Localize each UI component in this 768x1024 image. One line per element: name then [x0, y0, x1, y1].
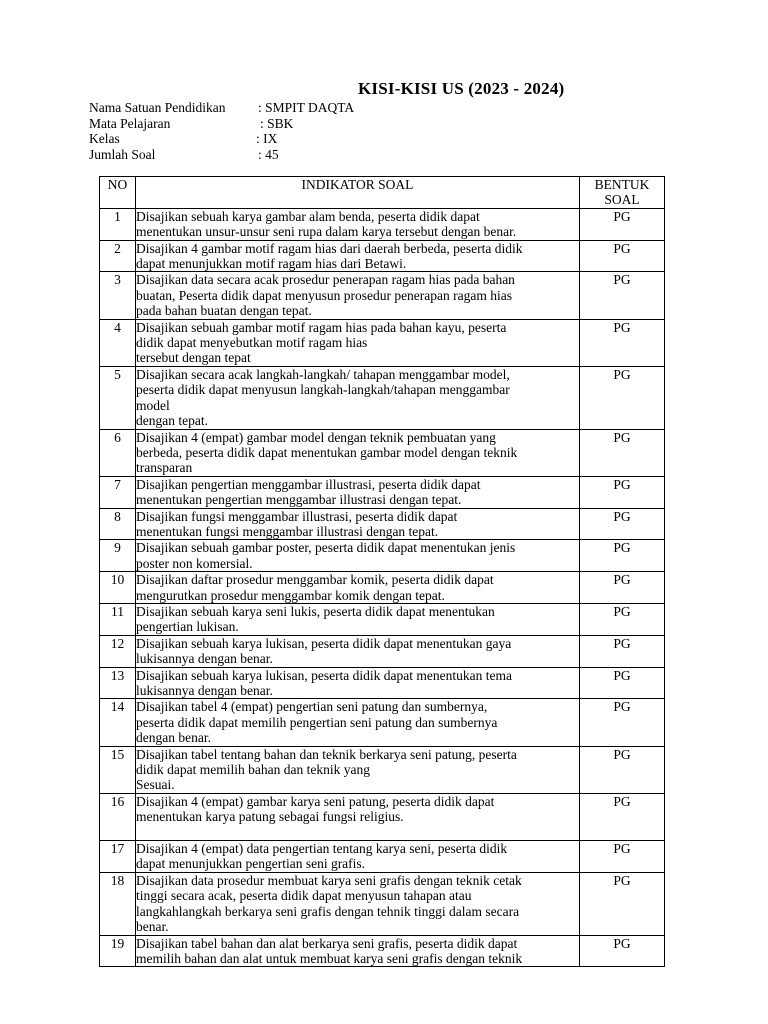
row-number: 18: [100, 872, 136, 935]
indikator-line: Disajikan secara acak langkah-langkah/ tahapan menggambar model,: [136, 366, 510, 382]
row-number: 8: [100, 508, 136, 540]
row-indikator: [136, 746, 580, 793]
info-label: Kelas: [89, 131, 120, 146]
indikator-line: Disajikan tabel tentang bahan dan teknik berkarya seni patung, peserta: [136, 746, 517, 762]
table-row: [100, 429, 665, 476]
indikator-line: menentukan unsur-unsur seni rupa dalam karya tersebut dengan benar.: [136, 224, 517, 240]
info-label: Mata Pelajaran: [89, 115, 171, 131]
indikator-line: Disajikan 4 (empat) data pengertian tentang karya seni, peserta didik: [136, 841, 508, 857]
indikator-line: berbeda, peserta didik dapat menentukan gambar model dengan teknik: [136, 444, 518, 460]
row-indikator: [136, 872, 580, 935]
indikator-line: Disajikan 4 gambar motif ragam hias dari daerah berbeda, peserta didik: [136, 240, 523, 256]
row-bentuk-soal: PG: [580, 667, 665, 699]
header-soal-line: SOAL: [604, 192, 640, 208]
row-bentuk-soal: PG: [580, 793, 665, 840]
row-indikator: [136, 272, 580, 319]
indikator-line: model: [136, 397, 170, 413]
row-bentuk-soal: PG: [580, 746, 665, 793]
table-row: [100, 793, 665, 840]
row-bentuk-soal: PG: [580, 272, 665, 319]
header-bentuk-soal: [580, 177, 665, 209]
row-bentuk-soal: PG: [580, 319, 665, 366]
row-number: 5: [100, 366, 136, 429]
row-indikator: [136, 240, 580, 272]
row-indikator: [136, 603, 580, 635]
row-indikator: [136, 319, 580, 366]
indikator-line: Disajikan sebuah karya seni lukis, peserta didik dapat menentukan: [136, 603, 495, 619]
indikator-line: benar.: [136, 919, 169, 935]
row-bentuk-soal: PG: [580, 699, 665, 746]
table-row: [100, 872, 665, 935]
indikator-line: dapat menunjukkan pengertian seni grafis.: [136, 856, 366, 872]
row-number: 6: [100, 429, 136, 476]
indikator-line: Disajikan data prosedur membuat karya seni grafis dengan teknik cetak: [136, 872, 522, 888]
indikator-line: menentukan pengertian menggambar illustrasi dengan tepat.: [136, 492, 462, 508]
indikator-line: Disajikan sebuah karya lukisan, peserta didik dapat menentukan gaya: [136, 635, 512, 651]
indikator-line: tinggi secara acak, peserta didik dapat menyusun tahapan atau: [136, 888, 472, 904]
indikator-line: pengertian lukisan.: [136, 619, 239, 635]
table-row: [100, 572, 665, 604]
table-row: [100, 935, 665, 967]
row-number: 10: [100, 572, 136, 604]
row-indikator: [136, 366, 580, 429]
info-value: : SMPIT DAQTA: [258, 100, 355, 115]
row-bentuk-soal: PG: [580, 635, 665, 667]
row-number: 1: [100, 208, 136, 240]
table-row: [100, 699, 665, 746]
row-bentuk-soal: PG: [580, 508, 665, 540]
indikator-line: poster non komersial.: [136, 555, 253, 571]
row-number: 13: [100, 667, 136, 699]
indikator-line: menentukan karya patung sebagai fungsi religius.: [136, 809, 404, 825]
indikator-line: mengurutkan prosedur menggambar komik dengan tepat.: [136, 587, 445, 603]
row-number: 14: [100, 699, 136, 746]
row-bentuk-soal: PG: [580, 603, 665, 635]
row-number: 12: [100, 635, 136, 667]
row-bentuk-soal: PG: [580, 841, 665, 873]
indikator-line: lukisannya dengan benar.: [136, 651, 273, 667]
indikator-line: dengan benar.: [136, 730, 211, 746]
row-number: 3: [100, 272, 136, 319]
row-indikator: [136, 572, 580, 604]
row-bentuk-soal: PG: [580, 366, 665, 429]
row-number: 15: [100, 746, 136, 793]
row-number: 17: [100, 841, 136, 873]
table-row: [100, 240, 665, 272]
row-indikator: [136, 429, 580, 476]
row-bentuk-soal: PG: [580, 872, 665, 935]
indikator-line: Sesuai.: [136, 777, 175, 793]
row-number: 2: [100, 240, 136, 272]
info-value: : IX: [256, 131, 278, 146]
info-label: Jumlah Soal: [89, 146, 156, 162]
indikator-line: Disajikan daftar prosedur menggambar komik, peserta didik dapat: [136, 572, 494, 588]
indikator-line: Disajikan tabel bahan dan alat berkarya seni grafis, peserta didik dapat: [136, 935, 518, 951]
table-row: [100, 208, 665, 240]
table-row: [100, 319, 665, 366]
indikator-line: Disajikan fungsi menggambar illustrasi, peserta didik dapat: [136, 508, 458, 524]
indikator-line: menentukan fungsi menggambar illustrasi dengan tepat.: [136, 523, 439, 539]
row-indikator: [136, 699, 580, 746]
document-title: KISI-KISI US (2023 - 2024): [358, 79, 565, 98]
row-indikator: [136, 540, 580, 572]
row-indikator: [136, 793, 580, 840]
indikator-line: dengan tepat.: [136, 413, 208, 429]
indikator-line: Disajikan sebuah karya gambar alam benda, peserta didik dapat: [136, 208, 480, 224]
row-indikator: [136, 208, 580, 240]
indikator-line: Disajikan pengertian menggambar illustrasi, peserta didik dapat: [136, 476, 481, 492]
row-indikator: [136, 667, 580, 699]
row-indikator: [136, 841, 580, 873]
indikator-line: lukisannya dengan benar.: [136, 683, 273, 698]
row-bentuk-soal: PG: [580, 429, 665, 476]
indikator-line: langkahlangkah berkarya seni grafis dengan tehnik tinggi dalam secara: [136, 903, 520, 919]
table-row: [100, 540, 665, 572]
indikator-line: dapat menunjukkan motif ragam hias dari Betawi.: [136, 256, 407, 272]
header-no: NO: [100, 177, 136, 209]
info-label: Nama Satuan Pendidikan: [89, 100, 226, 115]
table-row: [100, 603, 665, 635]
indikator-line: didik dapat menyebutkan motif ragam hias: [136, 335, 368, 351]
indikator-line: Disajikan 4 (empat) gambar karya seni patung, peserta didik dapat: [136, 793, 495, 809]
kisi-kisi-table: [99, 176, 665, 967]
header-bentuk-line: BENTUK: [594, 177, 650, 192]
row-indikator: [136, 508, 580, 540]
row-number: 9: [100, 540, 136, 572]
row-bentuk-soal: PG: [580, 540, 665, 572]
table-row: [100, 508, 665, 540]
indikator-line: peserta didik dapat memilih pengertian seni patung dan sumbernya: [136, 714, 498, 730]
row-number: 11: [100, 603, 136, 635]
table-row: [100, 366, 665, 429]
indikator-line: peserta didik dapat menyusun langkah-langkah/tahapan menggambar: [136, 382, 510, 398]
indikator-line: Disajikan 4 (empat) gambar model dengan teknik pembuatan yang: [136, 429, 496, 445]
table-row: [100, 272, 665, 319]
table-header-row: [100, 177, 665, 209]
indikator-line: Disajikan sebuah gambar poster, peserta didik dapat menentukan jenis: [136, 540, 516, 556]
indikator-line: buatan, Peserta didik dapat menyusun prosedur penerapan ragam hias: [136, 287, 513, 303]
table-row: [100, 667, 665, 699]
header-indikator: INDIKATOR SOAL: [136, 177, 580, 209]
info-value: : 45: [258, 146, 279, 162]
row-bentuk-soal: PG: [580, 572, 665, 604]
table-row: [100, 635, 665, 667]
table-row: [100, 476, 665, 508]
row-number: 4: [100, 319, 136, 366]
row-bentuk-soal: PG: [580, 240, 665, 272]
row-bentuk-soal: PG: [580, 208, 665, 240]
indikator-line: Disajikan sebuah karya lukisan, peserta didik dapat menentukan tema: [136, 667, 513, 683]
row-number: 16: [100, 793, 136, 840]
indikator-line: Disajikan data secara acak prosedur penerapan ragam hias pada bahan: [136, 272, 515, 288]
info-value: : SBK: [260, 115, 294, 131]
indikator-line: [136, 825, 579, 840]
indikator-line: didik dapat memilih bahan dan teknik yang: [136, 762, 370, 778]
indikator-line: memilih bahan dan alat untuk membuat karya seni grafis dengan teknik: [136, 950, 523, 966]
indikator-line: transparan: [136, 460, 193, 476]
indikator-line: tersebut dengan tepat: [136, 350, 251, 366]
row-indikator: [136, 476, 580, 508]
indikator-line: Disajikan sebuah gambar motif ragam hias pada bahan kayu, peserta: [136, 319, 507, 335]
row-number: 7: [100, 476, 136, 508]
table-row: [100, 841, 665, 873]
indikator-line: Disajikan tabel 4 (empat) pengertian seni patung dan sumbernya,: [136, 699, 488, 715]
table-row: [100, 746, 665, 793]
row-number: 19: [100, 935, 136, 967]
row-indikator: [136, 935, 580, 967]
row-bentuk-soal: PG: [580, 476, 665, 508]
row-bentuk-soal: PG: [580, 935, 665, 967]
row-indikator: [136, 635, 580, 667]
indikator-line: pada bahan buatan dengan tepat.: [136, 303, 312, 319]
